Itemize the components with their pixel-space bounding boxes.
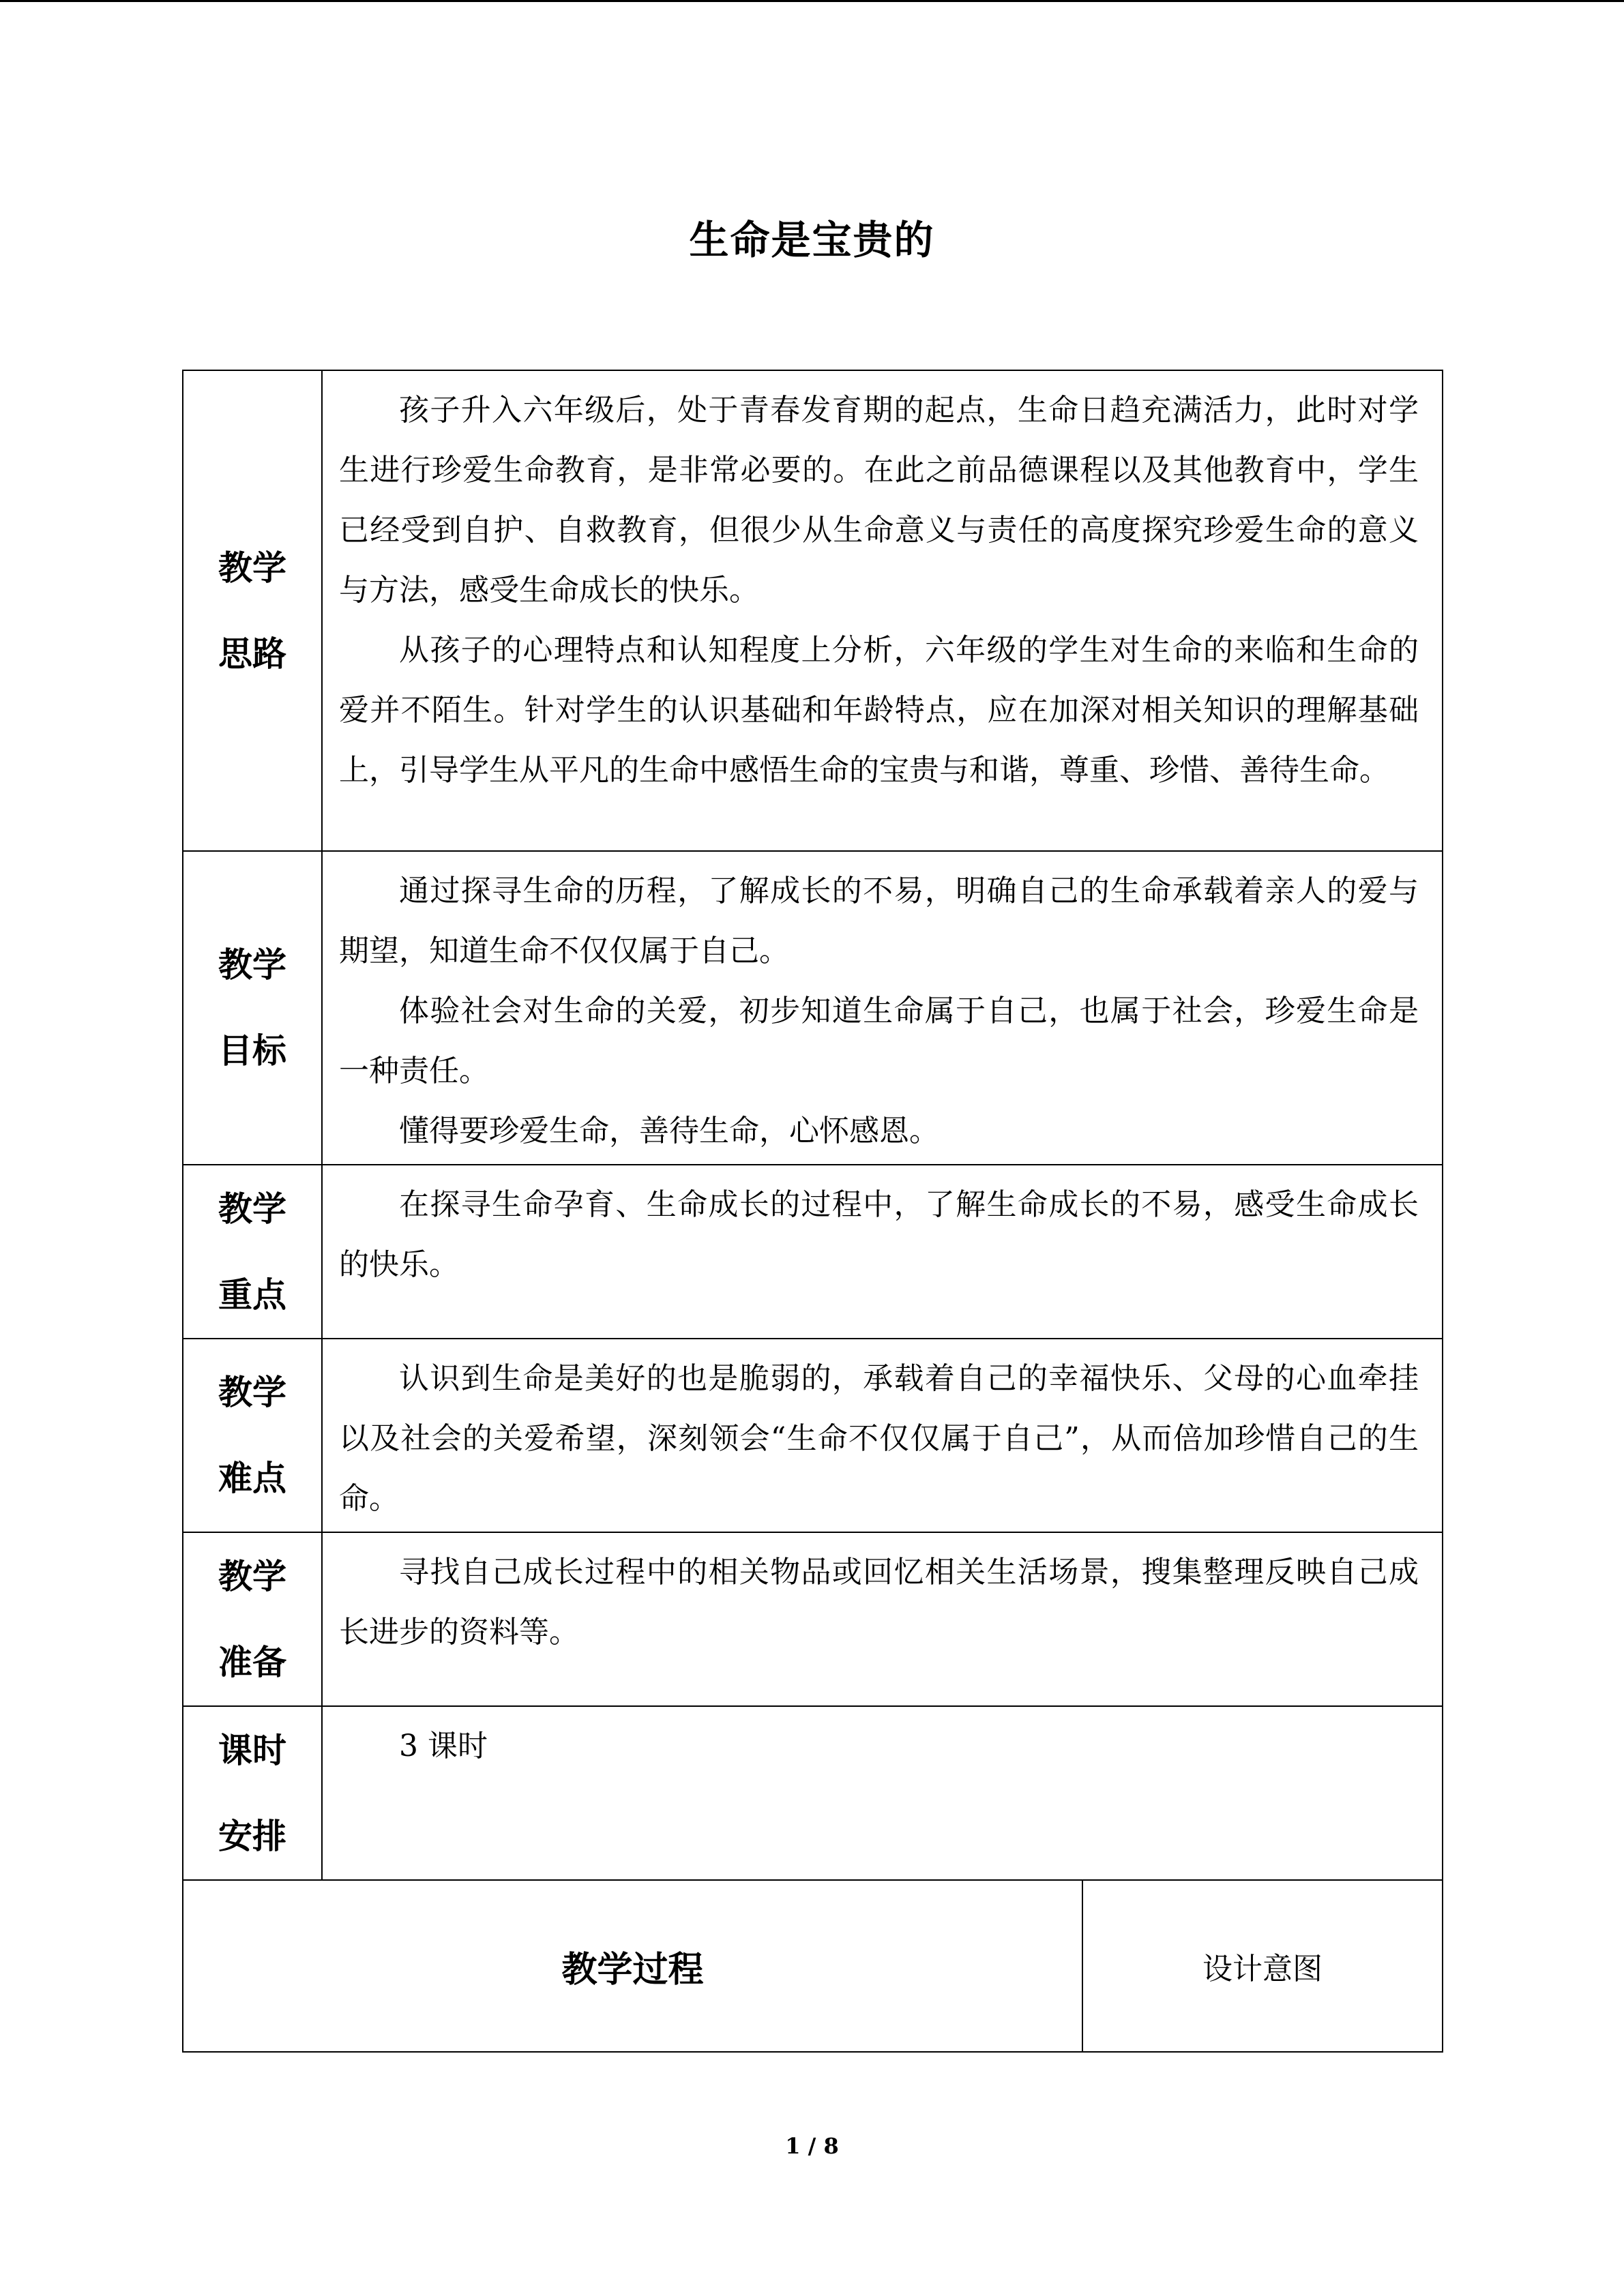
row-content-key-points bbox=[322, 1165, 1443, 1339]
table-row-teaching-goals bbox=[183, 851, 1443, 1165]
row-label-preparation bbox=[183, 1532, 322, 1706]
row-content-schedule bbox=[322, 1706, 1443, 1880]
table-row-difficulties bbox=[183, 1339, 1443, 1532]
table-row-teaching-approach bbox=[183, 370, 1443, 851]
row-label-line-2: 难点 bbox=[218, 1459, 286, 1498]
paragraph: 3 课时 bbox=[399, 1729, 488, 1763]
row-content-teaching-goals bbox=[322, 851, 1443, 1165]
table-row-process-header bbox=[183, 1880, 1443, 2052]
paragraph: 体验社会对生命的关爱，初步知道生命属于自己，也属于社会，珍爱生命是一种责任。 bbox=[339, 994, 1419, 1088]
top-border-line bbox=[0, 0, 1624, 2]
row-label-teaching-approach bbox=[183, 370, 322, 851]
row-content-teaching-approach bbox=[322, 370, 1443, 851]
row-label-line-2: 思路 bbox=[218, 633, 286, 674]
table-row-schedule bbox=[183, 1706, 1443, 1880]
row-label-difficulties bbox=[183, 1339, 322, 1532]
row-label-line-1: 教学 bbox=[218, 548, 286, 588]
row-label-line-1: 教学 bbox=[218, 1373, 286, 1412]
page-number: 1 / 8 bbox=[785, 2133, 839, 2159]
row-label-line-1: 教学 bbox=[218, 1189, 286, 1229]
paragraph: 懂得要珍爱生命，善待生命，心怀感恩。 bbox=[399, 1114, 939, 1148]
table-row-preparation bbox=[183, 1532, 1443, 1706]
paragraph: 孩子升入六年级后，处于青春发育期的起点，生命日趋充满活力，此时对学生进行珍爱生命教育，是非常必要的。在此之前品德课程以及其他教育中，学生已经受到自护、自救教育，但很少从生命意义与责任的高度探究珍爱生命的意义与方法，感受生命成长的快乐。 bbox=[339, 393, 1419, 608]
row-label-line-1: 教学 bbox=[218, 1556, 286, 1596]
row-content-preparation bbox=[322, 1532, 1443, 1706]
row-label-line-2: 安排 bbox=[218, 1816, 286, 1856]
row-label-line-2: 重点 bbox=[218, 1274, 286, 1315]
row-label-line-1: 教学 bbox=[218, 945, 286, 985]
paragraph: 认识到生命是美好的也是脆弱的，承载着自己的幸福快乐、父母的心血牵挂以及社会的关爱希望，深刻领会“生命不仅仅属于自己”，从而倍加珍惜自己的生命。 bbox=[339, 1361, 1419, 1516]
design-intent-header: 设计意图 bbox=[1082, 1880, 1443, 2052]
row-label-line-2: 目标 bbox=[218, 1031, 286, 1071]
row-content-difficulties bbox=[322, 1339, 1443, 1532]
process-header: 教学过程 bbox=[183, 1880, 1082, 2052]
row-label-key-points bbox=[183, 1165, 322, 1339]
table-row-key-points bbox=[183, 1165, 1443, 1339]
paragraph: 从孩子的心理特点和认知程度上分析，六年级的学生对生命的来临和生命的爱并不陌生。针对学生的认识基础和年龄特点，应在加深对相关知识的理解基础上，引导学生从平凡的生命中感悟生命的宝贵与和谐，尊重、珍惜、善待生命。 bbox=[339, 633, 1419, 788]
row-label-line-2: 准备 bbox=[218, 1642, 286, 1682]
row-label-schedule bbox=[183, 1706, 322, 1880]
row-label-line-1: 课时 bbox=[218, 1730, 286, 1770]
paragraph: 在探寻生命孕育、生命成长的过程中，了解生命成长的不易，感受生命成长的快乐。 bbox=[339, 1187, 1419, 1282]
row-label-teaching-goals bbox=[183, 851, 322, 1165]
paragraph: 寻找自己成长过程中的相关物品或回忆相关生活场景，搜集整理反映自己成长进步的资料等。 bbox=[339, 1555, 1419, 1650]
paragraph: 通过探寻生命的历程，了解成长的不易，明确自己的生命承载着亲人的爱与期望，知道生命不仅仅属于自己。 bbox=[339, 874, 1419, 968]
lesson-plan-table bbox=[182, 370, 1443, 2053]
page-title: 生命是宝贵的 bbox=[689, 217, 935, 263]
